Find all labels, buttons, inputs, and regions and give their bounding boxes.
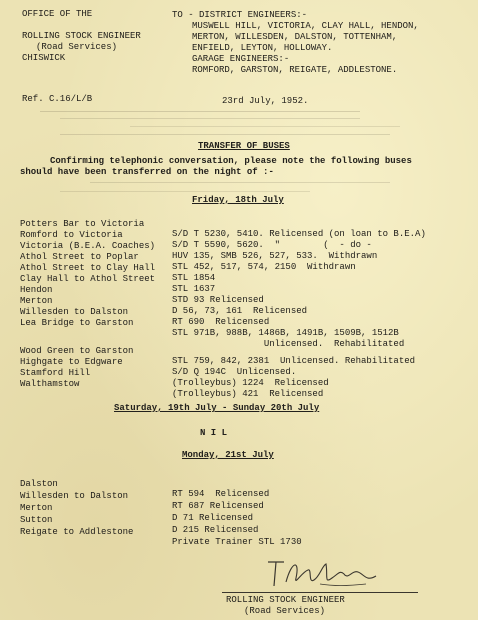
row-from: Wood Green to Garston [20, 346, 134, 356]
row-detail: RT 690 Relicensed [172, 317, 270, 327]
row-from: Merton [20, 503, 53, 513]
from-line-4: CHISWICK [22, 53, 66, 63]
row-detail: STD 93 Relicensed [172, 295, 264, 305]
signatory-title: ROLLING STOCK ENGINEER [226, 595, 345, 605]
reference: Ref. C.16/L/B [22, 94, 93, 104]
row-detail: Unlicensed. Rehabilitated [172, 339, 405, 349]
row-from: Sutton [20, 515, 53, 525]
row-detail: S/D Q 194C Unlicensed. [172, 367, 297, 377]
row-detail: (Trolleybus) 421 Relicensed [172, 389, 324, 399]
row-from: Walthamstow [20, 379, 80, 389]
row-detail: RT 594 Relicensed [172, 489, 270, 499]
row-from: Dalston [20, 479, 58, 489]
row-detail: D 215 Relicensed [172, 525, 259, 535]
section-heading-weekend: Saturday, 19th July - Sunday 20th July [114, 403, 320, 413]
document-date: 23rd July, 1952. [222, 96, 309, 106]
intro-line-1: Confirming telephonic conversation, please note the following buses [50, 156, 412, 166]
row-from: Potters Bar to Victoria [20, 219, 145, 229]
from-line-2: ROLLING STOCK ENGINEER [22, 31, 141, 41]
row-from: Athol Street to Clay Hall [20, 263, 156, 273]
intro-line-2: should have been transferred on the night of :- [20, 167, 274, 177]
from-line-1: OFFICE OF THE [22, 9, 93, 19]
nil-entry: N I L [200, 428, 228, 438]
row-from: Athol Street to Poplar [20, 252, 139, 262]
row-detail: (Trolleybus) 1224 Relicensed [172, 378, 329, 388]
row-from: Lea Bridge to Garston [20, 318, 134, 328]
to-label: TO - DISTRICT ENGINEERS:- [172, 10, 308, 20]
from-line-3: (Road Services) [36, 42, 118, 52]
row-from: Highgate to Edgware [20, 357, 123, 367]
handwritten-signature [262, 556, 382, 590]
row-detail: D 56, 73, 161 Relicensed [172, 306, 308, 316]
to-line-2: MERTON, WILLESDEN, DALSTON, TOTTENHAM, [192, 32, 398, 42]
row-detail: STL 759, 842, 2381 Unlicensed. Rehabilitated [172, 356, 416, 366]
document-title: TRANSFER OF BUSES [198, 141, 290, 151]
row-detail: STL 452, 517, 574, 2150 Withdrawn [172, 262, 356, 272]
row-from: Willesden to Dalston [20, 491, 129, 501]
row-detail: HUV 135, SMB 526, 527, 533. Withdrawn [172, 251, 378, 261]
row-from: Hendon [20, 285, 53, 295]
row-from: Reigate to Addlestone [20, 527, 134, 537]
row-detail: STL 1854 [172, 273, 216, 283]
row-detail: S/D T 5230, 5410. Relicensed (on loan to B.E.A) [172, 229, 426, 239]
row-from: Clay Hall to Athol Street [20, 274, 156, 284]
section-heading-friday: Friday, 18th July [192, 195, 284, 205]
row-detail: Private Trainer STL 1730 [172, 537, 302, 547]
to-line-3: ENFIELD, LEYTON, HOLLOWAY. [192, 43, 333, 53]
row-detail: S/D T 5590, 5620. " ( - do - [172, 240, 372, 250]
row-from: Victoria (B.E.A. Coaches) [20, 241, 156, 251]
row-detail: D 71 Relicensed [172, 513, 254, 523]
row-from: Romford to Victoria [20, 230, 123, 240]
row-from: Stamford Hill [20, 368, 91, 378]
to-line-1: MUSWELL HILL, VICTORIA, CLAY HALL, HENDON, [192, 21, 419, 31]
row-detail: STL 971B, 988B, 1486B, 1491B, 1509B, 1512B [172, 328, 399, 338]
signatory-subtitle: (Road Services) [244, 606, 326, 616]
signature-line [222, 592, 418, 593]
row-detail: RT 687 Relicensed [172, 501, 264, 511]
row-from: Merton [20, 296, 53, 306]
row-from: Willesden to Dalston [20, 307, 129, 317]
row-detail: STL 1637 [172, 284, 216, 294]
to-line-5: ROMFORD, GARSTON, REIGATE, ADDLESTONE. [192, 65, 398, 75]
section-heading-monday: Monday, 21st July [182, 450, 274, 460]
to-line-4: GARAGE ENGINEERS:- [192, 54, 290, 64]
